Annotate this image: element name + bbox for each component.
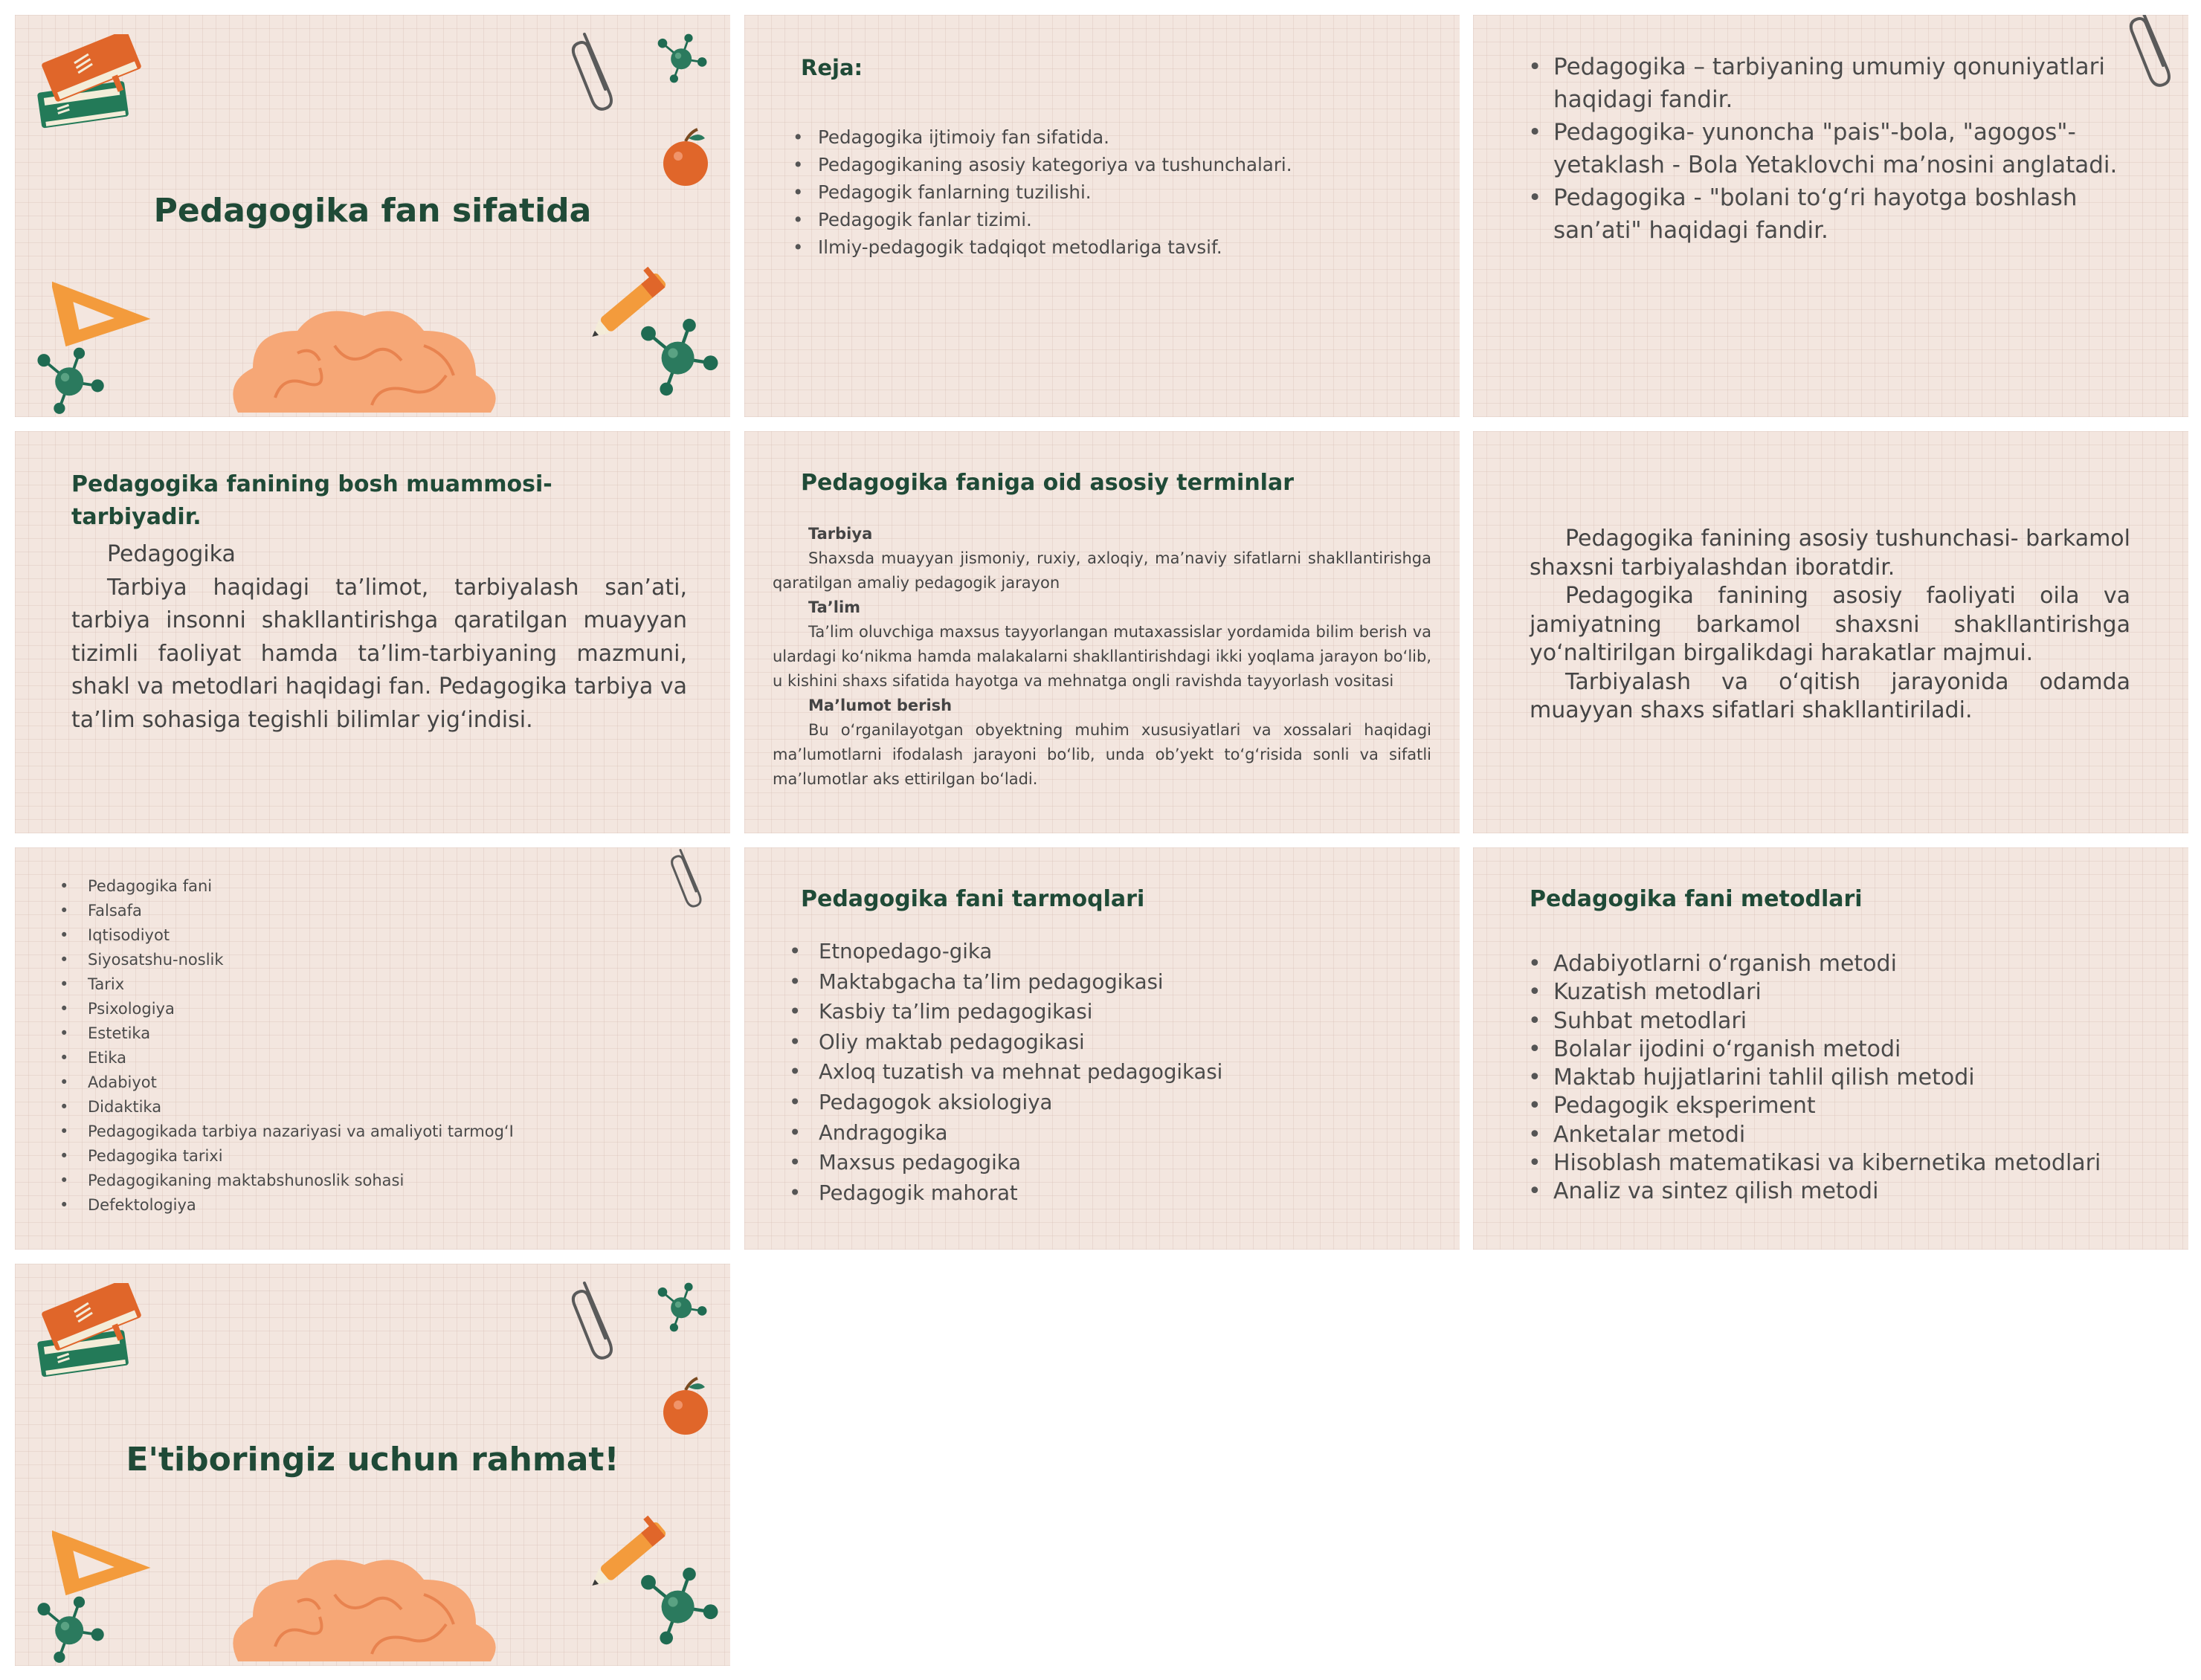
slide-methods[interactable] xyxy=(1473,847,2188,1250)
list-item: • Iqtisodiyot xyxy=(58,923,514,948)
apple-icon xyxy=(660,125,712,192)
methods-list xyxy=(1527,950,2101,1206)
paperclip-icon xyxy=(570,27,622,116)
list-item: • Pedagogik eksperiment xyxy=(1527,1092,2101,1120)
list-item: • Pedagogika - "bolani to‘g‘ri hayotga boshlash san’ati" haqidagi fandir. xyxy=(1527,181,2166,247)
slide-title-text: E'tiboringiz uchun rahmat! xyxy=(126,1441,619,1479)
list-item: • Maktabgacha ta’lim pedagogikasi xyxy=(787,967,1222,998)
paragraph: Pedagogika xyxy=(107,541,236,567)
list-item: • Pedagogika tarixi xyxy=(58,1144,514,1169)
apple-icon xyxy=(660,1374,712,1441)
list-item: • Oliy maktab pedagogikasi xyxy=(787,1027,1222,1058)
paragraph: Tarbiyalash va o‘qitish jarayonida odamda muayyan shaxs sifatlari shakllantiriladi. xyxy=(1530,668,2130,723)
list-item: • Pedagogikaning asosiy kategoriya va tushunchalari. xyxy=(791,151,1292,178)
terms-body xyxy=(773,522,1431,792)
list-item: • Bolalar ijodini o‘rganish metodi xyxy=(1527,1036,2101,1064)
list-item: • Axloq tuzatish va mehnat pedagogikasi xyxy=(787,1057,1222,1088)
slide-plan[interactable] xyxy=(744,15,1460,417)
list-item: • Pedagogika- yunoncha "pais"-bola, "agogos"- yetaklash - Bola Yetaklovchi ma’nosini anglatadi. xyxy=(1527,116,2166,181)
slide-related-fields[interactable] xyxy=(15,847,730,1250)
list-item: • Pedagogika ijtimoiy fan sifatida. xyxy=(791,123,1292,151)
brain-icon xyxy=(223,1550,513,1666)
list-item: • Maktab hujjatlarini tahlil qilish metodi xyxy=(1527,1064,2101,1092)
list-item: • Pedagogika – tarbiyaning umumiy qonuniyatlari haqidagi fandir. xyxy=(1527,51,2166,116)
list-item: • Didaktika xyxy=(58,1095,514,1120)
slide-heading: Pedagogika fani metodlari xyxy=(1530,886,1863,912)
molecule-icon xyxy=(632,1561,729,1658)
term-title: Tarbiya xyxy=(808,525,873,543)
term-title: Ta’lim xyxy=(808,598,861,616)
list-item: • Psixologiya xyxy=(58,997,514,1021)
molecule-icon xyxy=(652,30,712,89)
list-item: • Pedagogik fanlar tizimi. xyxy=(791,206,1292,233)
definition-list xyxy=(1527,51,2166,247)
list-item: • Pedagogik mahorat xyxy=(787,1178,1222,1209)
molecule-icon xyxy=(30,342,119,417)
list-item: • Pedagogikaning maktabshunoslik sohasi xyxy=(58,1169,514,1193)
list-item: • Pedagogika fani xyxy=(58,874,514,899)
slide-heading: Pedagogika faniga oid asosiy terminlar xyxy=(801,470,1295,496)
term-title: Ma’lumot berish xyxy=(808,697,953,714)
molecule-icon xyxy=(652,1279,712,1338)
brain-icon xyxy=(223,301,513,417)
slide-concepts[interactable] xyxy=(1473,431,2188,833)
list-item: • Falsafa xyxy=(58,899,514,923)
triangle-ruler-icon xyxy=(52,253,156,349)
list-item: • Kasbiy ta’lim pedagogikasi xyxy=(787,997,1222,1027)
slide-thanks[interactable] xyxy=(15,1264,730,1666)
triangle-ruler-icon xyxy=(52,1502,156,1598)
slide-heading: Reja: xyxy=(801,55,863,80)
list-item: • Analiz va sintez qilish metodi xyxy=(1527,1177,2101,1206)
slide-terms[interactable] xyxy=(744,431,1460,833)
list-item: • Pedagogikada tarbiya nazariyasi va amaliyoti tarmog‘I xyxy=(58,1120,514,1144)
paragraph: Pedagogika fanining asosiy tushunchasi- barkamol shaxsni tarbiyalashdan iboratdir. xyxy=(1530,526,2130,581)
list-item: • Maxsus pedagogika xyxy=(787,1148,1222,1178)
list-item: • Adabiyot xyxy=(58,1070,514,1095)
books-icon xyxy=(34,1283,146,1387)
slide-main-problem[interactable] xyxy=(15,431,730,833)
branches-list xyxy=(787,937,1222,1208)
list-item: • Etika xyxy=(58,1046,514,1070)
list-item: • Siyosatshu-noslik xyxy=(58,948,514,972)
list-item: • Pedagogik fanlarning tuzilishi. xyxy=(791,178,1292,206)
list-item: • Anketalar metodi xyxy=(1527,1121,2101,1149)
slide-heading: Pedagogika fanining bosh muammosi- tarbiyadir. xyxy=(71,471,552,530)
list-item: • Hisoblash matematikasi va kibernetika metodlari xyxy=(1527,1149,2101,1177)
list-item: • Kuzatish metodlari xyxy=(1527,978,2101,1007)
slide-heading: Pedagogika fani tarmoqlari xyxy=(801,886,1145,912)
paragraph: Pedagogika fanining asosiy faoliyati oila va jamiyatning barkamol shaxsni shakllantirishga yo‘naltirilgan birgalikdagi harakatlar majmui. xyxy=(1530,583,2130,666)
slide-branches[interactable] xyxy=(744,847,1460,1250)
slide-body xyxy=(71,538,687,737)
list-item: • Etnopedago-gika xyxy=(787,937,1222,967)
term-description: Shaxsda muayyan jismoniy, ruxiy, axloqiy, ma’naviy sifatlarni shakllantirishga qaratilgan amaliy pedagogik jarayon xyxy=(773,549,1431,592)
slide-title[interactable] xyxy=(15,15,730,417)
books-icon xyxy=(34,34,146,138)
slide-title-text: Pedagogika fan sifatida xyxy=(153,192,592,230)
paragraph: Tarbiya haqidagi ta’limot, tarbiyalash san’ati, tarbiya insonni shakllantirishga qaratilgan muayyan tizimli faoliyat hamda ta’lim-tarbiyaning mazmuni, shakl va metodlari haqidagi fan. Pedagogika tarbiya va ta’lim sohasiga tegishli bilimlar yig‘indisi. xyxy=(71,574,687,733)
list-item: • Pedagogok aksiologiya xyxy=(787,1088,1222,1118)
slide-body xyxy=(1530,525,2130,726)
molecule-icon xyxy=(632,312,729,409)
list-item: • Andragogika xyxy=(787,1118,1222,1148)
list-item: • Tarix xyxy=(58,972,514,997)
list-item: • Suhbat metodlari xyxy=(1527,1007,2101,1036)
list-item: • Adabiyotlarni o‘rganish metodi xyxy=(1527,950,2101,978)
paperclip-icon xyxy=(669,847,721,934)
term-description: Ta’lim oluvchiga maxsus tayyorlangan mutaxassislar yordamida bilim berish va ulardagi ko‘nikma hamda malakalarni shakllantirishdagi ikki yoqlama jarayon bo‘lib, u kishini shaxs sifatida hayotga va mehnatga ongli ravishda tayyorlash vositasi xyxy=(773,623,1431,690)
molecule-icon xyxy=(30,1591,119,1666)
paperclip-icon xyxy=(570,1276,622,1365)
list-item: • Estetika xyxy=(58,1021,514,1046)
list-item: • Defektologiya xyxy=(58,1193,514,1218)
fields-list xyxy=(58,874,514,1218)
term-description: Bu o‘rganilayotgan obyektning muhim xususiyatlari va xossalari haqidagi ma’lumotlarni ifodalash jarayoni bo‘lib, unda ob’yekt to‘g‘risida sonli va sifatli ma’lumotlar aks ettirilgan bo‘ladi. xyxy=(773,721,1431,788)
slide-definitions[interactable] xyxy=(1473,15,2188,417)
list-item: • Ilmiy-pedagogik tadqiqot metodlariga tavsif. xyxy=(791,233,1292,261)
plan-list xyxy=(791,123,1292,261)
